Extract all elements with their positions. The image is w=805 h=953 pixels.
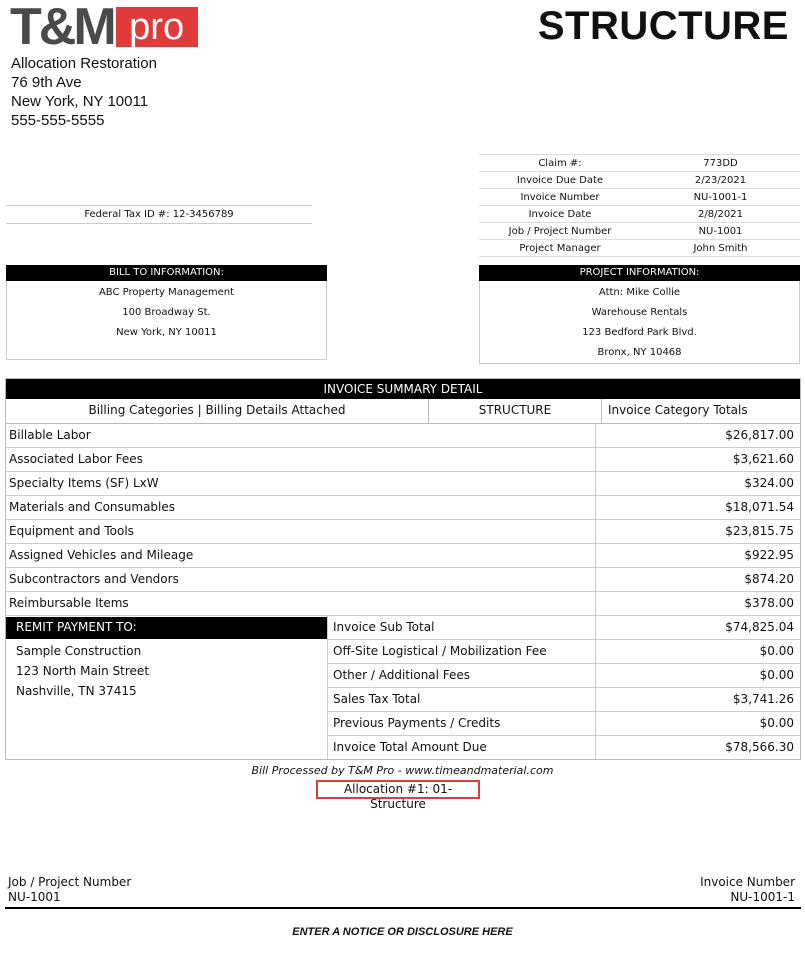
category-total: $874.20 [744, 572, 794, 586]
company-address-block [11, 54, 157, 130]
footer-job-value: NU-1001 [8, 890, 61, 904]
total-value: $0.00 [759, 668, 794, 682]
bill-to-heading: BILL TO INFORMATION: [6, 265, 327, 281]
summary-row [6, 448, 800, 472]
category-total: $324.00 [744, 476, 794, 490]
category-total: $26,817.00 [725, 428, 794, 442]
meta-row [479, 206, 800, 223]
project-info-body [479, 281, 800, 364]
meta-row [479, 240, 800, 257]
footer-job-label: Job / Project Number [8, 875, 132, 889]
summary-column-header [6, 399, 800, 424]
company-address-line2: New York, NY 10011 [11, 93, 149, 110]
meta-label: Invoice Due Date [479, 172, 641, 189]
meta-row [479, 189, 800, 206]
company-logo [10, 0, 198, 56]
remit-address [6, 639, 327, 701]
total-value: $3,741.26 [732, 692, 794, 706]
bill-to-line3: New York, NY 10011 [116, 327, 217, 338]
category-total: $23,815.75 [725, 524, 794, 538]
logo-pro-badge [116, 7, 198, 47]
logo-pro-text: pro [129, 6, 185, 48]
category-total: $18,071.54 [725, 500, 794, 514]
meta-row [479, 223, 800, 240]
remit-payment-block [6, 616, 328, 759]
remit-line2: 123 North Main Street [16, 664, 150, 678]
bill-to-section [6, 265, 327, 360]
summary-heading: INVOICE SUMMARY DETAIL [6, 379, 800, 399]
remit-heading: REMIT PAYMENT TO: [6, 617, 327, 639]
federal-tax-id: Federal Tax ID #: 12-3456789 [6, 205, 312, 224]
total-value: $0.00 [759, 644, 794, 658]
totals-row [328, 736, 800, 759]
meta-value: 2/8/2021 [641, 206, 800, 223]
bill-to-line1: ABC Property Management [98, 287, 235, 298]
category-label: Reimbursable Items [6, 592, 596, 615]
remit-line1: Sample Construction [16, 644, 142, 658]
company-phone: 555-555-5555 [11, 112, 105, 129]
allocation-label: Allocation #1: 01-Structure [316, 780, 480, 799]
column-category-totals: Invoice Category Totals [608, 403, 748, 417]
company-address-line1: 76 9th Ave [11, 74, 82, 91]
category-label: Materials and Consumables [6, 496, 596, 519]
project-info-section [479, 265, 800, 364]
summary-row [6, 520, 800, 544]
category-label: Specialty Items (SF) LxW [6, 472, 596, 495]
company-name: Allocation Restoration [11, 55, 157, 72]
totals-row [328, 688, 800, 712]
footer-invoice-block [700, 875, 795, 905]
meta-value: NU-1001-1 [641, 189, 800, 206]
total-label: Other / Additional Fees [328, 664, 596, 687]
document-title: STRUCTURE [537, 4, 789, 48]
meta-value: 773DD [641, 155, 800, 172]
meta-label: Project Manager [479, 240, 641, 257]
meta-value: 2/23/2021 [641, 172, 800, 189]
meta-row [479, 155, 800, 172]
total-label: Previous Payments / Credits [328, 712, 596, 735]
project-line3: 123 Bedford Park Blvd. [582, 327, 697, 338]
total-label: Invoice Total Amount Due [328, 736, 596, 759]
footer-invoice-label: Invoice Number [700, 875, 795, 889]
project-line2: Warehouse Rentals [591, 307, 688, 318]
summary-row [6, 592, 800, 616]
footer-invoice-value: NU-1001-1 [730, 890, 795, 904]
total-value: $78,566.30 [725, 740, 794, 754]
total-label: Off-Site Logistical / Mobilization Fee [328, 640, 596, 663]
invoice-meta-table [479, 154, 800, 257]
category-label: Associated Labor Fees [6, 448, 596, 471]
footer-job-block [8, 875, 131, 905]
bill-to-line2: 100 Broadway St. [122, 307, 211, 318]
project-line4: Bronx, NY 10468 [597, 347, 682, 358]
logo-tm-text: T&M [10, 0, 114, 56]
totals-block [328, 616, 800, 759]
meta-row [479, 172, 800, 189]
totals-row [328, 712, 800, 736]
column-structure: STRUCTURE [429, 399, 602, 423]
processed-by-note: Bill Processed by T&M Pro - www.timeandmaterial.com [251, 764, 554, 777]
category-total: $922.95 [744, 548, 794, 562]
meta-label: Job / Project Number [479, 223, 641, 240]
invoice-summary [5, 378, 801, 760]
meta-value: NU-1001 [641, 223, 800, 240]
summary-row [6, 496, 800, 520]
summary-row [6, 472, 800, 496]
summary-row [6, 568, 800, 592]
meta-value: John Smith [641, 240, 800, 257]
summary-row [6, 424, 800, 448]
category-label: Assigned Vehicles and Mileage [6, 544, 596, 567]
project-line1: Attn: Mike Collie [598, 287, 681, 298]
category-total: $3,621.60 [732, 452, 794, 466]
footer-divider [5, 907, 801, 909]
meta-label: Invoice Date [479, 206, 641, 223]
total-label: Invoice Sub Total [328, 616, 596, 639]
totals-row [328, 640, 800, 664]
project-info-heading: PROJECT INFORMATION: [479, 265, 800, 281]
totals-row [328, 616, 800, 640]
summary-row [6, 544, 800, 568]
totals-row [328, 664, 800, 688]
total-value: $74,825.04 [725, 620, 794, 634]
disclosure-notice: ENTER A NOTICE OR DISCLOSURE HERE [292, 926, 513, 938]
total-label: Sales Tax Total [328, 688, 596, 711]
meta-label: Invoice Number [479, 189, 641, 206]
category-label: Billable Labor [6, 424, 596, 447]
category-label: Subcontractors and Vendors [6, 568, 596, 591]
category-label: Equipment and Tools [6, 520, 596, 543]
meta-label: Claim #: [479, 155, 641, 172]
column-billing-categories: Billing Categories | Billing Details Attached [6, 399, 429, 423]
bill-to-body [6, 281, 327, 360]
remit-line3: Nashville, TN 37415 [16, 684, 137, 698]
summary-lower-section [6, 616, 800, 759]
category-total: $378.00 [744, 596, 794, 610]
total-value: $0.00 [759, 716, 794, 730]
